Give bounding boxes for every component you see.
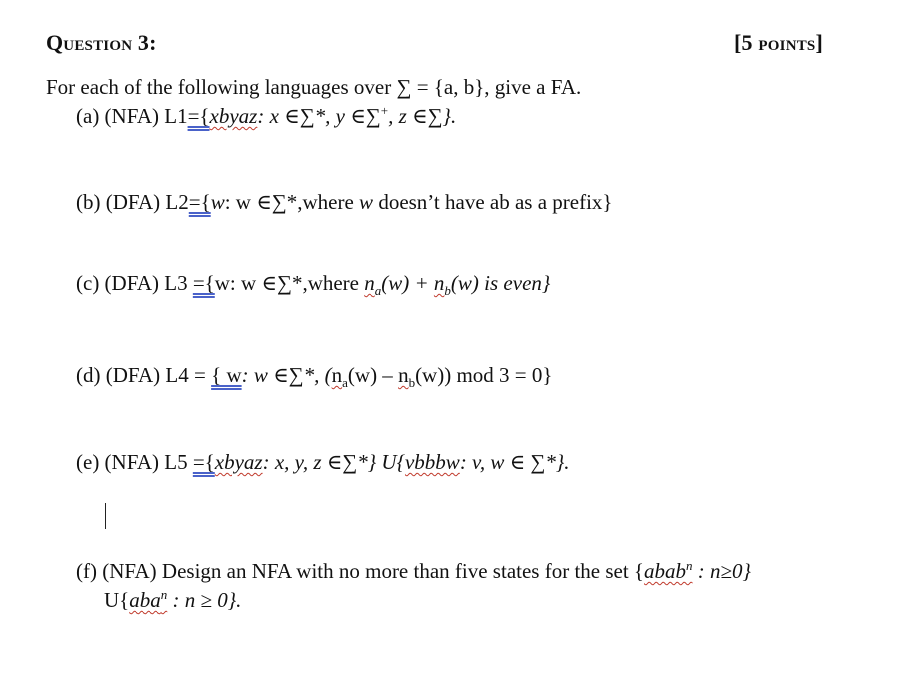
question-a-rest: : x ∈∑*, y ∈∑ — [257, 104, 381, 128]
question-e-prefix: (e) (NFA) L5 — [76, 450, 193, 474]
question-e — [76, 450, 570, 475]
question-f-line1 — [76, 558, 751, 584]
intro-text: For each of the following languages over ∑ = {a, b}, give a FA. — [46, 75, 582, 99]
text-cursor — [105, 503, 106, 529]
question-b-tail: doesn’t have ab as a prefix} — [373, 190, 613, 214]
question-b-mid: : w ∈∑*,where — [224, 190, 360, 214]
question-a-prefix: (a) (NFA) L1 — [76, 104, 188, 128]
question-c-mid: w: w ∈∑*,where — [214, 271, 365, 295]
question-d-prefix: (d) (DFA) L4 = — [76, 363, 212, 387]
question-f-prefix: (f) (NFA) Design an NFA with no more than five states for the set { — [76, 559, 645, 583]
question-c-na: $n_a$ — [364, 271, 382, 299]
question-c — [76, 271, 550, 299]
question-d — [76, 363, 552, 391]
question-d-eq: { w — [211, 363, 242, 387]
question-b-w2: w — [359, 190, 374, 214]
question-f-line2-tail: : n ≥ 0}. — [167, 588, 242, 612]
question-b-prefix: (b) (DFA) L2 — [76, 190, 189, 214]
question-f-tail: : n≥0} — [692, 559, 751, 583]
question-a-eq: ={ — [187, 104, 210, 128]
question-f-line2 — [104, 587, 241, 613]
question-d-mid: : w ∈∑*, ( — [241, 363, 332, 387]
question-a-sup: + — [380, 103, 389, 118]
question-c-nb: $n_b$ — [433, 271, 451, 299]
question-f-word2: aba$^n$ — [129, 587, 168, 612]
question-f-line2-prefix: U{ — [104, 588, 130, 612]
question-title: Question 3: — [46, 30, 157, 55]
question-e-mid: : x, y, z ∈∑*} U{ — [262, 450, 405, 474]
question-b — [76, 190, 613, 215]
question-a-word: xbyaz — [209, 104, 258, 128]
question-d-nb: $n_b$ — [398, 363, 416, 391]
question-a — [76, 103, 456, 129]
question-c-eq: ={ — [192, 271, 215, 295]
question-f-word: abab$^n$ — [644, 558, 693, 583]
question-c-prefix: (c) (DFA) L3 — [76, 271, 193, 295]
question-c-na-arg: (w) + — [381, 271, 434, 295]
question-d-tail: (w)) mod 3 = 0} — [415, 363, 553, 387]
question-b-eq: ={ — [188, 190, 211, 214]
question-d-mid2: (w) – — [347, 363, 399, 387]
question-e-word2: vbbbw — [404, 450, 460, 474]
question-e-tail: : v, w ∈ ∑*}. — [459, 450, 570, 474]
question-e-eq: ={ — [192, 450, 215, 474]
question-c-tail: (w) is even} — [450, 271, 551, 295]
question-e-word: xbyaz — [214, 450, 263, 474]
question-b-w: w — [210, 190, 225, 214]
question-a-tail: , z ∈∑}. — [388, 104, 457, 128]
question-d-na: $n_a$ — [331, 363, 348, 391]
points-label: [5 points] — [734, 30, 823, 55]
